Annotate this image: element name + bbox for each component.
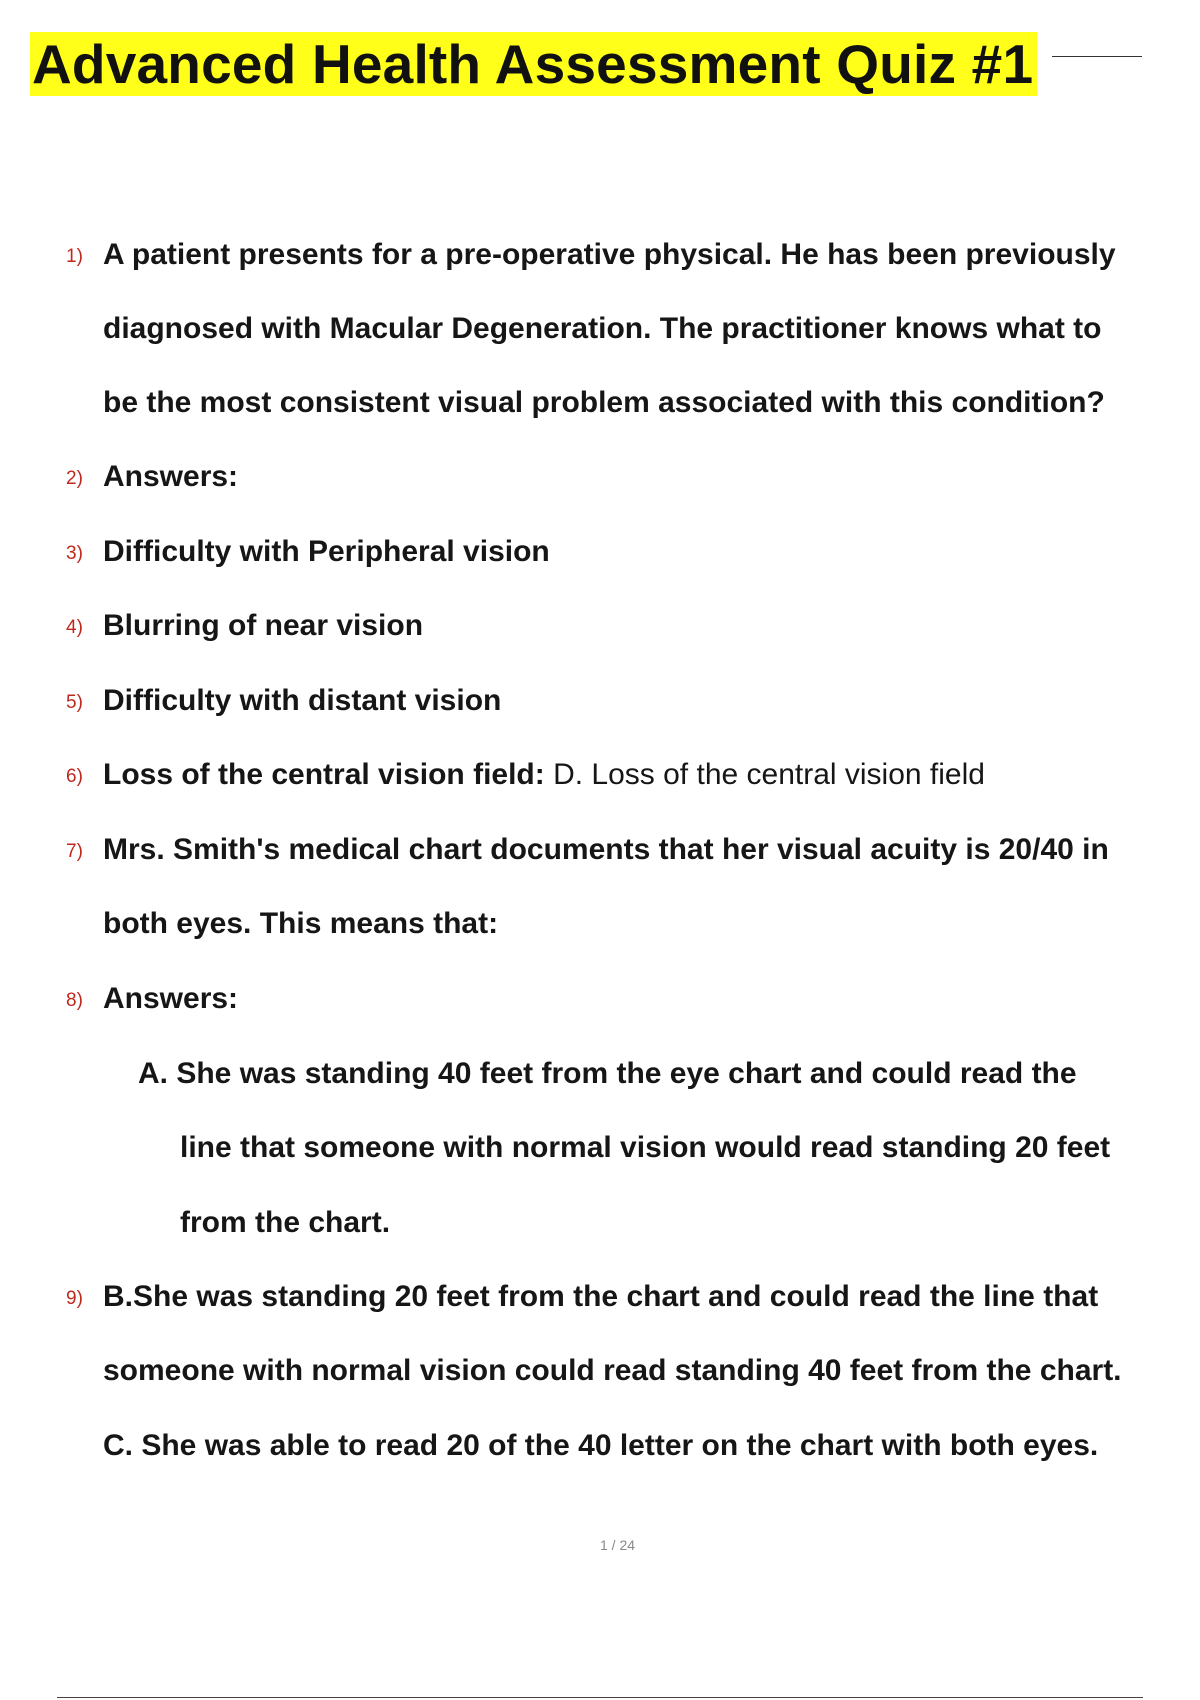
item-1-line-1: A patient presents for a pre-operative physical. He has been previously xyxy=(103,238,1116,271)
item-number-6: 6) xyxy=(66,766,83,787)
item-number-3: 3) xyxy=(66,543,83,564)
page-indicator: 1 / 24 xyxy=(599,1537,636,1553)
item-number-5: 5) xyxy=(66,692,83,713)
item-6-line-1 xyxy=(103,755,985,795)
document-title: Advanced Health Assessment Quiz #1 xyxy=(30,32,1037,96)
item-9-line-1: B.She was standing 20 feet from the chart and could read the line that xyxy=(103,1280,1099,1313)
item-6-question: Loss of the central vision field: xyxy=(103,758,545,791)
item-7-line-1: Mrs. Smith's medical chart documents that her visual acuity is 20/40 in xyxy=(103,833,1109,866)
item-7-line-2: both eyes. This means that: xyxy=(103,907,499,940)
bottom-rule xyxy=(57,1697,1143,1698)
item-number-8: 8) xyxy=(66,990,83,1011)
item-9-line-3: C. She was able to read 20 of the 40 letter on the chart with both eyes. xyxy=(103,1429,1099,1462)
item-number-9: 9) xyxy=(66,1288,83,1309)
item-5-line-1: Difficulty with distant vision xyxy=(103,684,502,717)
item-2-line-1: Answers: xyxy=(103,460,239,493)
option-a-line-1: A. She was standing 40 feet from the eye chart and could read the xyxy=(138,1057,1077,1090)
item-1-line-2: diagnosed with Macular Degeneration. The practitioner knows what to xyxy=(103,312,1102,345)
item-8-line-1: Answers: xyxy=(103,982,239,1015)
item-4-line-1: Blurring of near vision xyxy=(103,609,424,642)
title-rule xyxy=(1052,56,1142,57)
title-wrap xyxy=(30,32,1037,96)
item-number-4: 4) xyxy=(66,617,83,638)
option-a-line-2: line that someone with normal vision would read standing 20 feet xyxy=(180,1131,1111,1164)
item-3-line-1: Difficulty with Peripheral vision xyxy=(103,535,550,568)
item-9-line-2: someone with normal vision could read standing 40 feet from the chart. xyxy=(103,1354,1122,1387)
item-6-answer: D. Loss of the central vision field xyxy=(544,758,985,791)
item-number-7: 7) xyxy=(66,841,83,862)
option-a-line-3: from the chart. xyxy=(180,1206,391,1239)
item-number-1: 1) xyxy=(66,246,83,267)
item-number-2: 2) xyxy=(66,468,83,489)
item-1-line-3: be the most consistent visual problem associated with this condition? xyxy=(103,386,1105,419)
